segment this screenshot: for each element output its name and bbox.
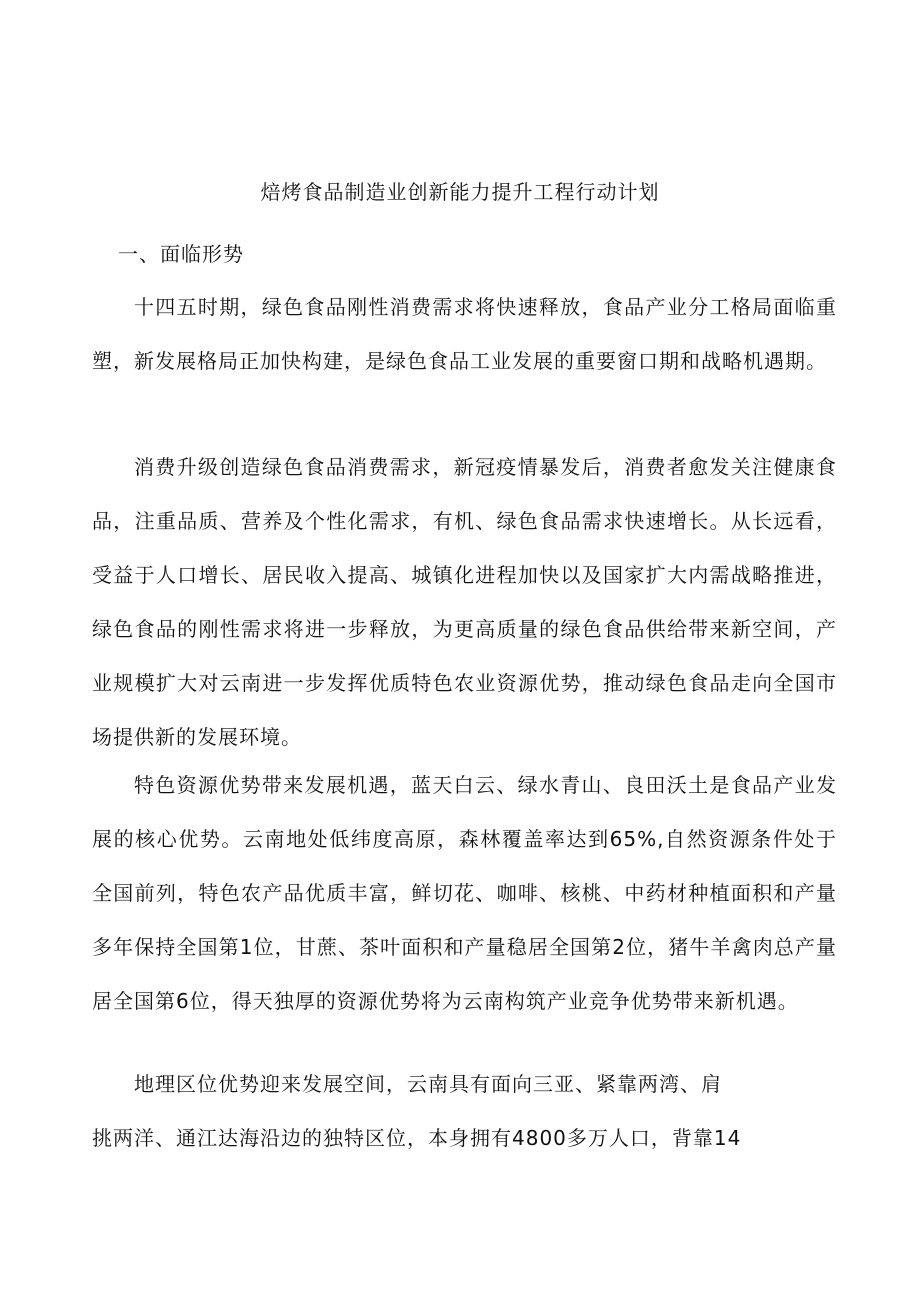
document-title: 焙烤食品制造业创新能力提升工程行动计划	[260, 180, 660, 204]
paragraph: 消费升级创造绿色食品消费需求，新冠疫情暴发后，消费者愈发关注健康食品，注重品质、营养及个性化需求，有机、绿色食品需求快速增长。从长远看，受益于人口增长、居民收入提高、城镇化进程加快以及国家扩大内需战略推进，绿色食品的刚性需求将进一步释放，为更高质量的绿色食品供给带来新空间，产业规模扩大对云南进一步发挥优质特色农业资源优势，推动绿色食品走向全国市场提供新的发展环境。	[92, 455, 837, 749]
paragraph: 特色资源优势带来发展机遇，蓝天白云、绿水青山、良田沃土是食品产业发展的核心优势。云南地处低纬度高原，森林覆盖率达到65%,自然资源条件处于全国前列，特色农产品优质丰富，鲜切花、咖啡、核桃、中药材种植面积和产量多年保持全国第1位，甘蔗、茶叶面积和产量稳居全国第2位，猪牛羊禽肉总产量居全国第6位，得天独厚的资源优势将为云南构筑产业竞争优势带来新机遇。	[92, 773, 837, 1013]
section-heading: 一、面临形势	[118, 242, 244, 266]
paragraph-line: 地理区位优势迎来发展空间，云南具有面向三亚、紧靠两湾、肩	[134, 1072, 722, 1096]
paragraph-line: 挑两洋、通江达海沿边的独特区位，本身拥有4800多万人口，背靠14	[92, 1126, 742, 1150]
paragraph: 十四五时期，绿色食品刚性消费需求将快速释放，食品产业分工格局面临重塑，新发展格局正加快构建，是绿色食品工业发展的重要窗口期和战略机遇期。	[92, 295, 837, 373]
